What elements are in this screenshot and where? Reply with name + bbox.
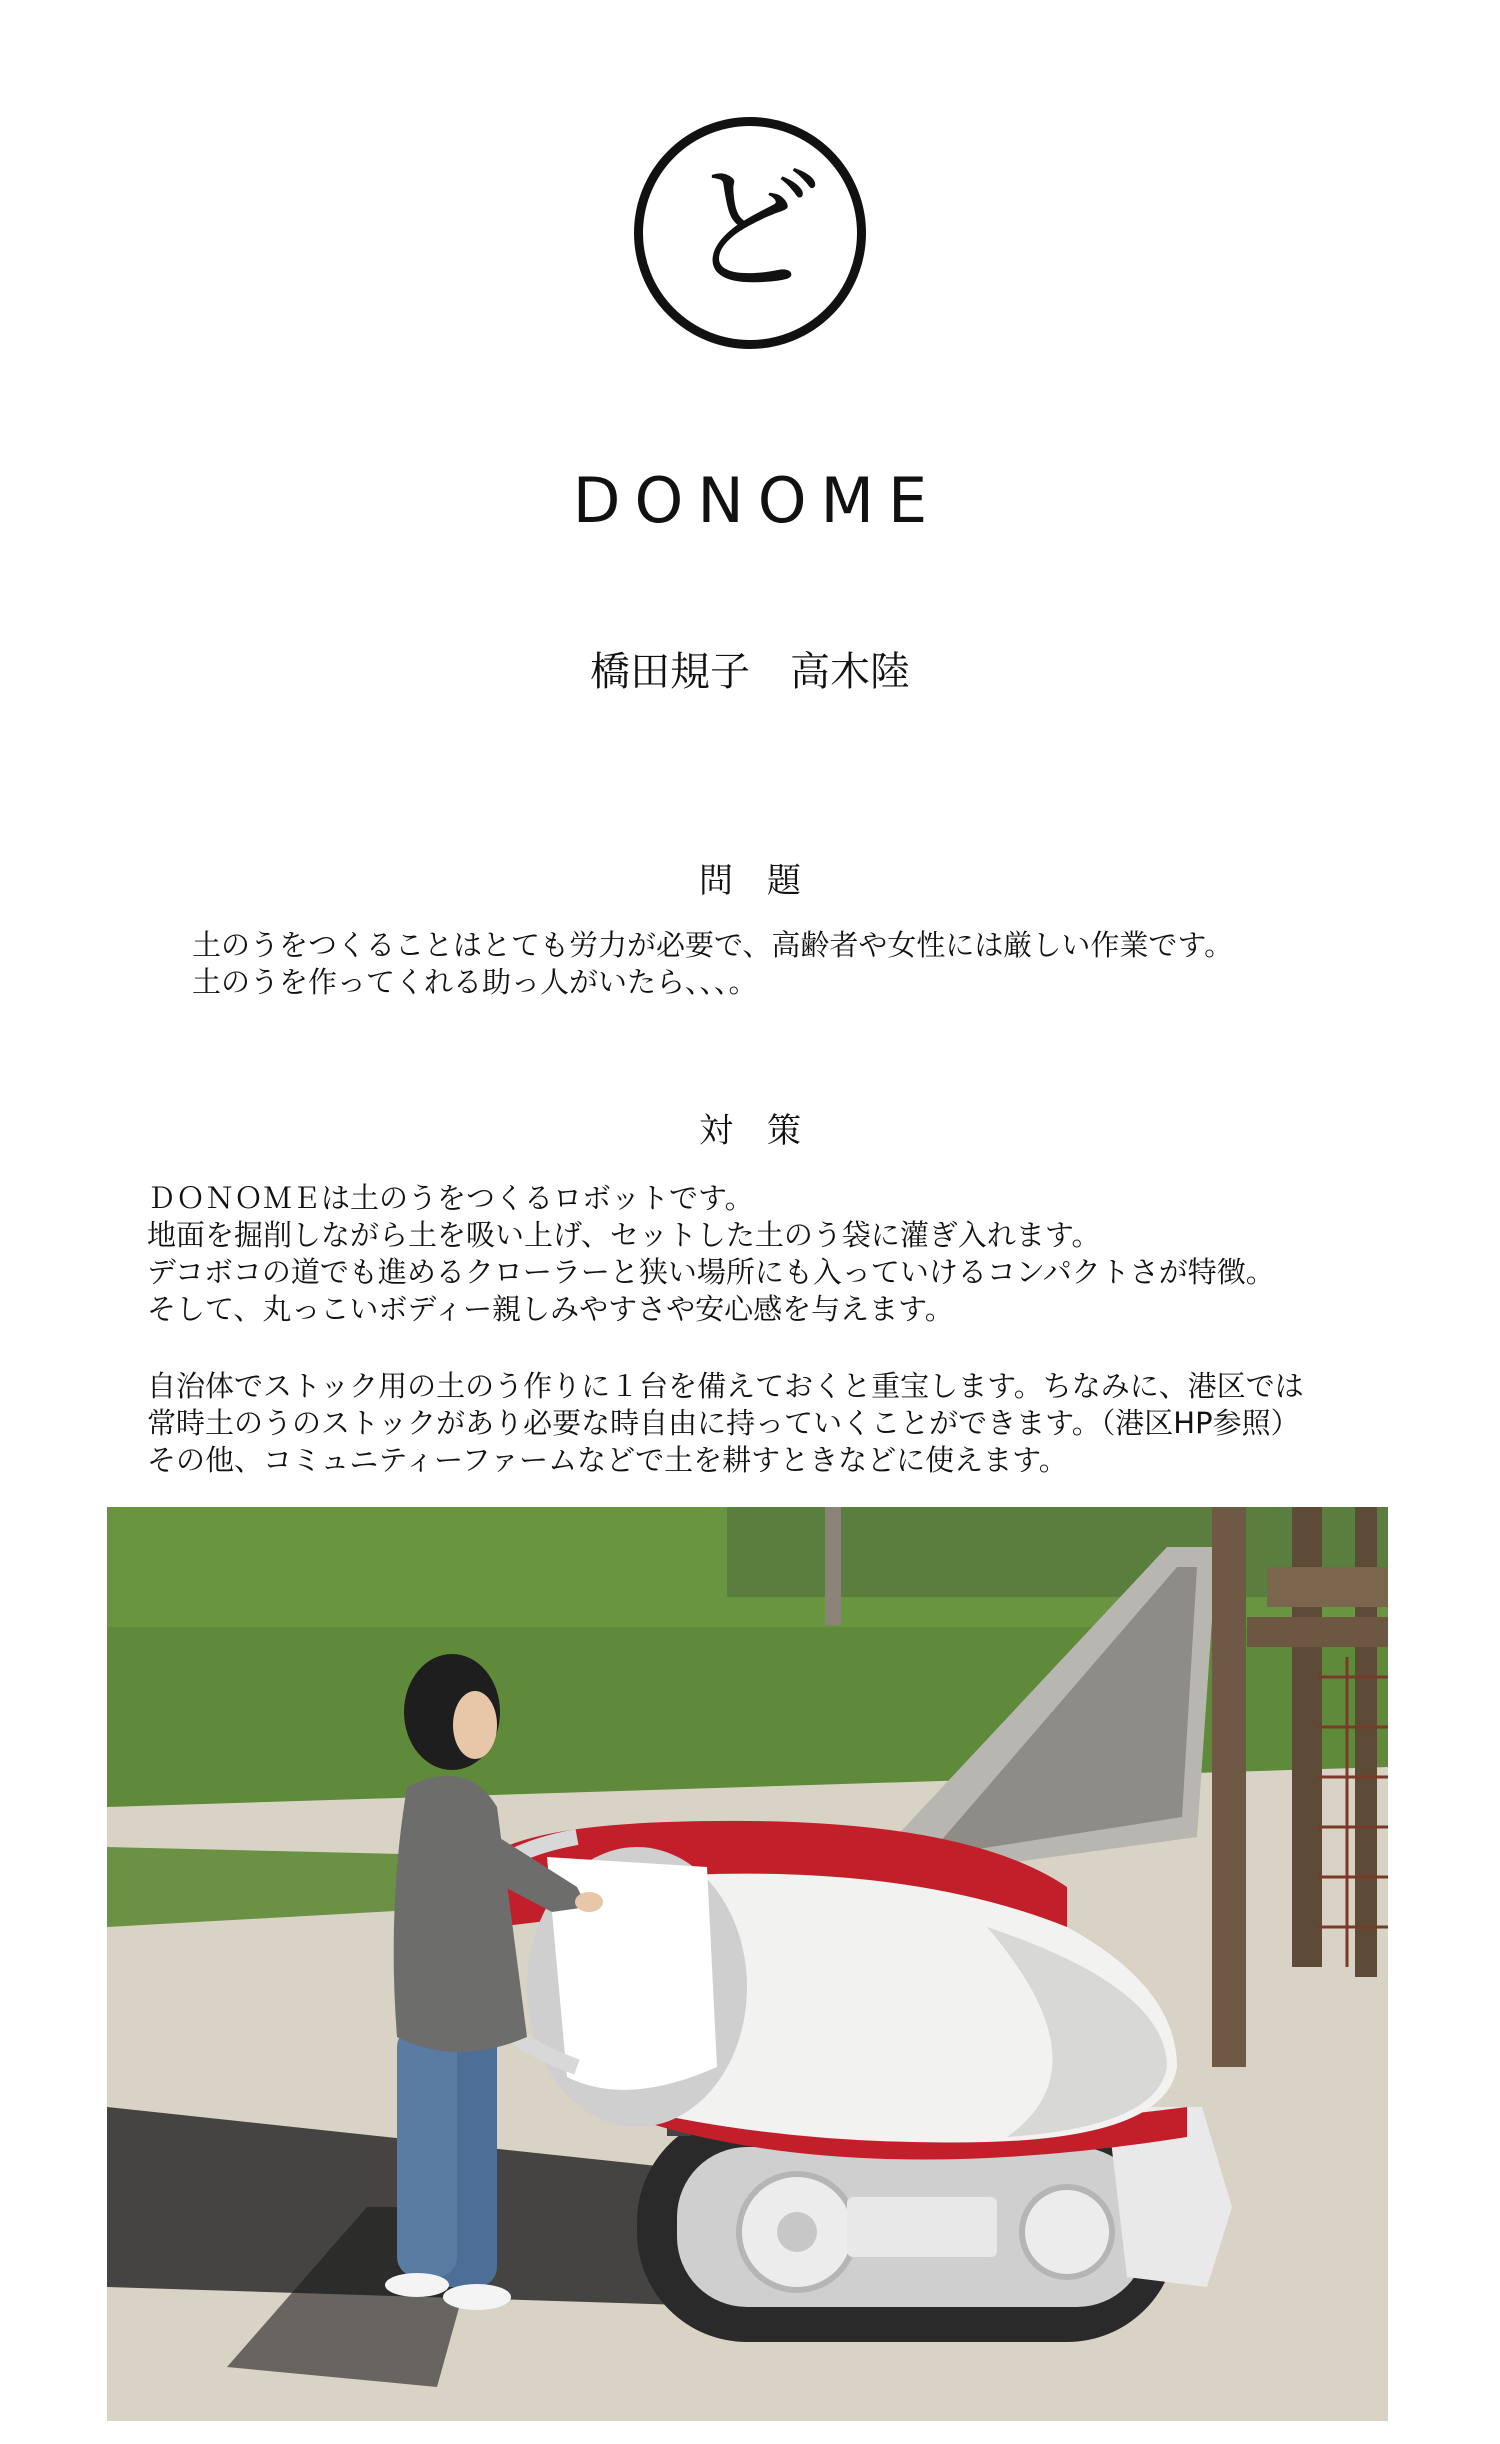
logo-icon bbox=[634, 117, 866, 349]
crawler-wheel bbox=[1022, 2187, 1112, 2277]
wood-deck bbox=[1247, 1617, 1388, 1647]
problem-line: 土のうを作ってくれる助っ人がいたら、、、。 bbox=[192, 965, 758, 999]
solution-line: デコボコの道でも進めるクローラーと狭い場所にも入っていけるコンパクトさが特徴。 bbox=[147, 1255, 1275, 1289]
solution-line: 常時土のうのストックがあり必要な時自由に持っていくことができます。（港区HP参照） bbox=[147, 1406, 1300, 1440]
solution-line: その他、コミュニティーファームなどで土を耕すときなどに使えます。 bbox=[147, 1443, 1068, 1477]
wood-deck bbox=[1267, 1567, 1388, 1607]
motor-unit bbox=[847, 2197, 997, 2257]
person-face bbox=[453, 1691, 497, 1759]
product-title: DONOME bbox=[572, 464, 942, 537]
photo-illustration bbox=[107, 1507, 1388, 2421]
solution-text bbox=[147, 1180, 1275, 1328]
product-photo bbox=[107, 1507, 1388, 2421]
solution-line: ＤＯＮＯＭＥは土のうをつくるロボットです。 bbox=[147, 1181, 754, 1215]
person-jeans bbox=[397, 2027, 457, 2277]
person-shoe bbox=[385, 2273, 449, 2297]
crawler-wheel-hub bbox=[777, 2212, 817, 2252]
problem-heading: 問 題 bbox=[699, 861, 801, 901]
solution-line: そして、丸っこいボディー親しみやすさや安心感を与えます。 bbox=[147, 1292, 954, 1326]
solution-text-2 bbox=[147, 1368, 1304, 1479]
post bbox=[825, 1507, 841, 1625]
solution-line: 地面を掘削しながら土を吸い上げ、セットした土のう袋に灌ぎ入れます。 bbox=[147, 1218, 1101, 1252]
person-shoe bbox=[443, 2284, 511, 2310]
authors: 橋田規子 高木陸 bbox=[590, 649, 910, 695]
solution-line: 自治体でストック用の土のう作りに１台を備えておくと重宝します。ちなみに、港区では bbox=[147, 1369, 1304, 1403]
problem-line: 土のうをつくることはとても労力が必要で、高齢者や女性には厳しい作業です。 bbox=[192, 928, 1234, 962]
solution-heading: 対 策 bbox=[699, 1111, 801, 1151]
problem-text bbox=[192, 927, 1233, 1001]
logo-character: ど bbox=[683, 149, 822, 310]
person-hand bbox=[575, 1892, 603, 1912]
wood-post bbox=[1212, 1507, 1246, 2067]
